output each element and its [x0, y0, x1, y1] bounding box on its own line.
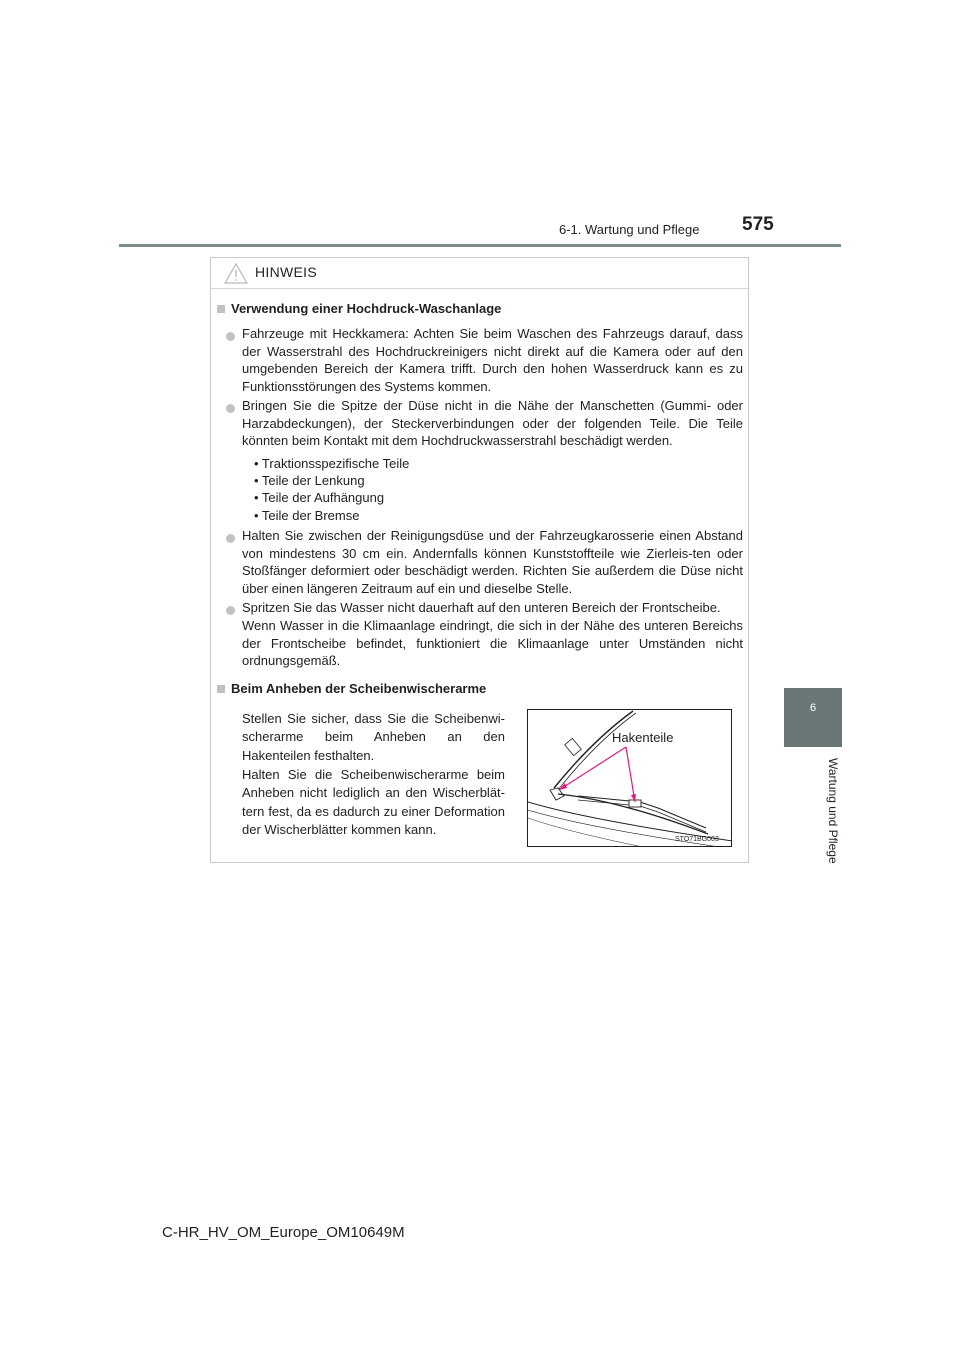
square-bullet-icon: [217, 685, 225, 693]
bullet-continuation-text: Wenn Wasser in die Klimaanlage eindringt, die sich in der Nähe des unteren Bereichs der Frontscheibe befindet, funktioniert die Klimaanlage unter Umständen nicht ordnungsgemäß.: [242, 618, 743, 669]
chapter-label: Wartung und Pflege: [826, 758, 840, 864]
bullet-dot-icon: [226, 404, 235, 413]
page-number: 575: [742, 214, 774, 235]
section-title-high-pressure: Verwendung einer Hochdruck-Waschanlage: [217, 301, 737, 316]
bullet-dot-icon: [226, 332, 235, 341]
pointer-line-hook-2: [626, 747, 635, 802]
wiper-paragraph: Halten Sie die Scheibenwischerarme beim Anheben nicht lediglich an den Wischerblät-tern fest, da es dadurch zu einer Deformation der Wischerblätter kommen kann.: [242, 767, 505, 837]
sub-list-item: • Teile der Bremse: [254, 508, 360, 523]
bullet-dot-icon: [226, 606, 235, 615]
wiper-paragraph: Stellen Sie sicher, dass Sie die Scheibenwi-scherarme beim Anheben an den Hakenteilen festhalten.: [242, 711, 505, 763]
sub-list-item: • Traktionsspezifische Teile: [254, 456, 410, 471]
figure-code: STO71BG003: [675, 836, 719, 843]
sub-list-item: • Teile der Aufhängung: [254, 490, 385, 505]
sub-list-item: • Teile der Lenkung: [254, 473, 365, 488]
section-title-wiper-arms: Beim Anheben der Scheibenwischerarme: [217, 681, 737, 696]
bullet-text: Bringen Sie die Spitze der Düse nicht in die Nähe der Manschetten (Gummi- oder Harzabdeckungen), der Steckerverbindungen oder der folgenden Teile. Die Teile könnten beim Kontakt mit dem Hochdruckwasserstrahl beschädigt werden.: [242, 398, 743, 449]
warning-triangle-icon: [224, 263, 248, 284]
chapter-tab: [784, 688, 842, 747]
notice-title: HINWEIS: [255, 264, 317, 280]
hook-parts-label: Hakenteile: [612, 730, 674, 745]
notice-header: [211, 258, 748, 289]
chapter-number: 6: [809, 702, 817, 714]
header-section-title: 6-1. Wartung und Pflege: [559, 222, 700, 237]
header-divider: [119, 244, 841, 247]
document-id: C-HR_HV_OM_Europe_OM10649M: [162, 1224, 405, 1241]
bullet-dot-icon: [226, 534, 235, 543]
square-bullet-icon: [217, 305, 225, 313]
bullet-text: Fahrzeuge mit Heckkamera: Achten Sie beim Waschen des Fahrzeugs darauf, dass der Wasserstrahl des Hochdruckreinigers nicht direkt auf die Kamera oder auf den umgebenden Bereich der Kamera trifft. Durch den hohen Wasserdruck kann es zu Funktionsstörungen des Systems kommen.: [242, 326, 743, 395]
pointer-line-hook-1: [559, 747, 626, 790]
bullet-text: Spritzen Sie das Wasser nicht dauerhaft auf den unteren Bereich der Frontscheibe.: [242, 600, 721, 615]
wiper-arm-illustration: [527, 709, 732, 847]
bullet-text: Halten Sie zwischen der Reinigungsdüse und der Fahrzeugkarosserie einen Abstand von mindestens 30 cm ein. Andernfalls können Kunststoffteile wie Zierleis-ten oder Stoßfänger deformiert oder beschädigt werden. Richten Sie außerdem die Düse nicht über einen längeren Zeitraum auf ein und dieselbe Stelle.: [242, 528, 743, 597]
